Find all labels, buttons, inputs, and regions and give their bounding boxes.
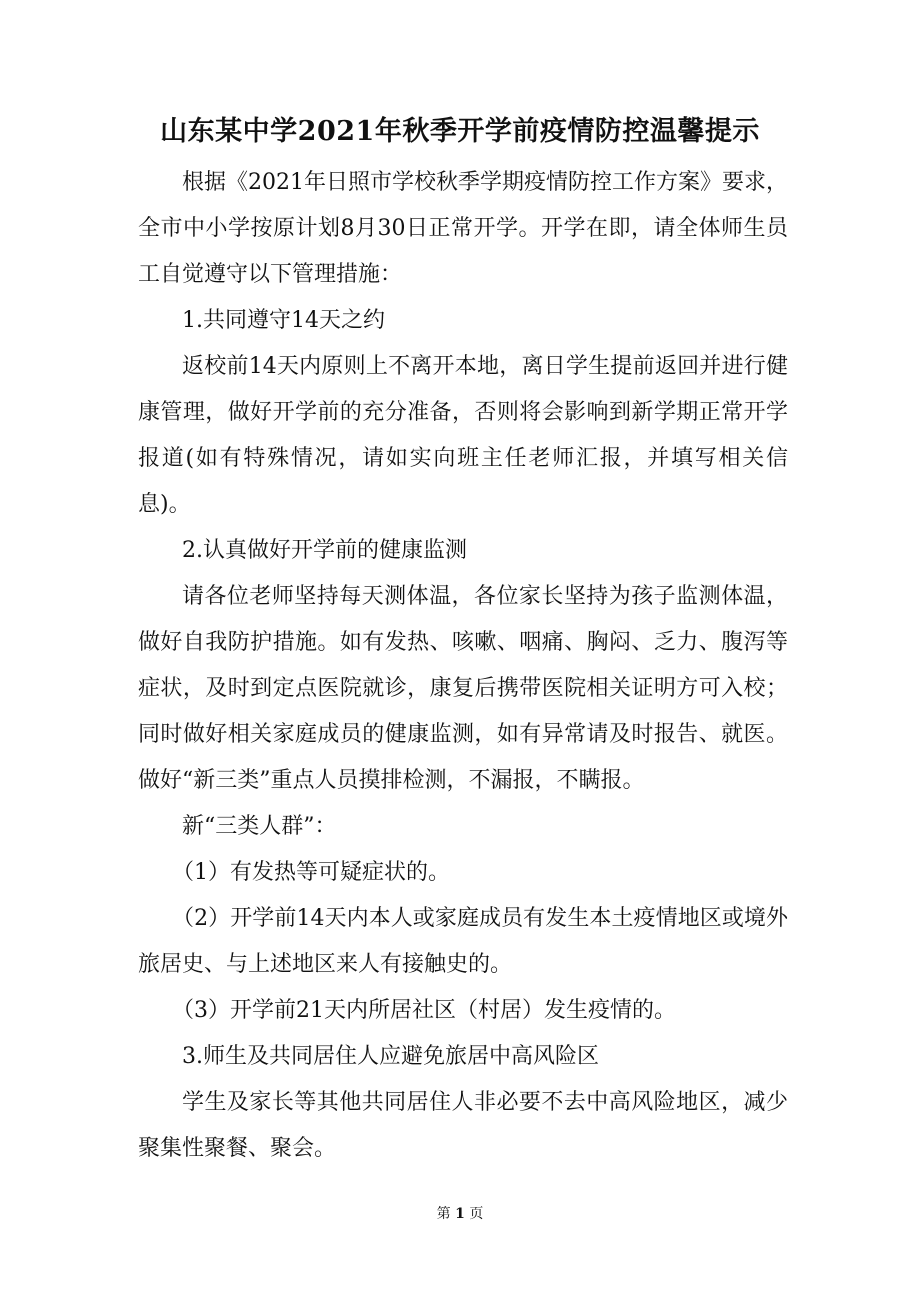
section-paragraph-3: 学生及家长等其他共同居住人非必要不去中高风险地区，减少聚集性聚餐、聚会。 — [138, 1090, 788, 1161]
section-heading-2: 2.认真做好开学前的健康监测 — [182, 538, 467, 563]
footer-prefix: 第 — [436, 1206, 451, 1222]
list-item-2: （2）开学前14天内本人或家庭成员有发生本土疫情地区或境外旅居史、与上述地区来人有接触史的。 — [138, 906, 788, 977]
section-paragraph-1: 返校前14天内原则上不离开本地，离日学生提前返回并进行健康管理，做好开学前的充分准备，否则将会影响到新学期正常开学报道(如有特殊情况，请如实向班主任老师汇报，并填写相关信息)。 — [138, 354, 788, 517]
list-heading: 新“三类人群”： — [182, 814, 337, 839]
list-item-1: （1）有发热等可疑症状的。 — [172, 860, 450, 885]
section-paragraph-2: 请各位老师坚持每天测体温，各位家长坚持为孩子监测体温，做好自我防护措施。如有发热、咳嗽、咽痛、胸闷、乏力、腹泻等症状，及时到定点医院就诊，康复后携带医院相关证明方可入校；同时做好相关家庭成员的健康监测，如有异常请及时报告、就医。做好“新三类”重点人员摸排检测，不漏报，不瞒报。 — [138, 584, 788, 793]
document-body — [138, 160, 788, 1172]
section-heading-3: 3.师生及共同居住人应避免旅居中高风险区 — [182, 1044, 599, 1069]
page-number: 1 — [455, 1206, 465, 1222]
list-item-3: （3）开学前21天内所居社区（村居）发生疫情的。 — [172, 998, 676, 1023]
footer-suffix: 页 — [469, 1206, 484, 1222]
intro-paragraph: 根据《2021年日照市学校秋季学期疫情防控工作方案》要求，全市中小学按原计划8月30日正常开学。开学在即，请全体师生员工自觉遵守以下管理措施： — [138, 170, 788, 287]
document-title: 山东某中学2021年秋季开学前疫情防控温馨提示 — [160, 116, 760, 147]
page-footer — [0, 1204, 920, 1224]
section-heading-1: 1.共同遵守14天之约 — [182, 308, 385, 333]
